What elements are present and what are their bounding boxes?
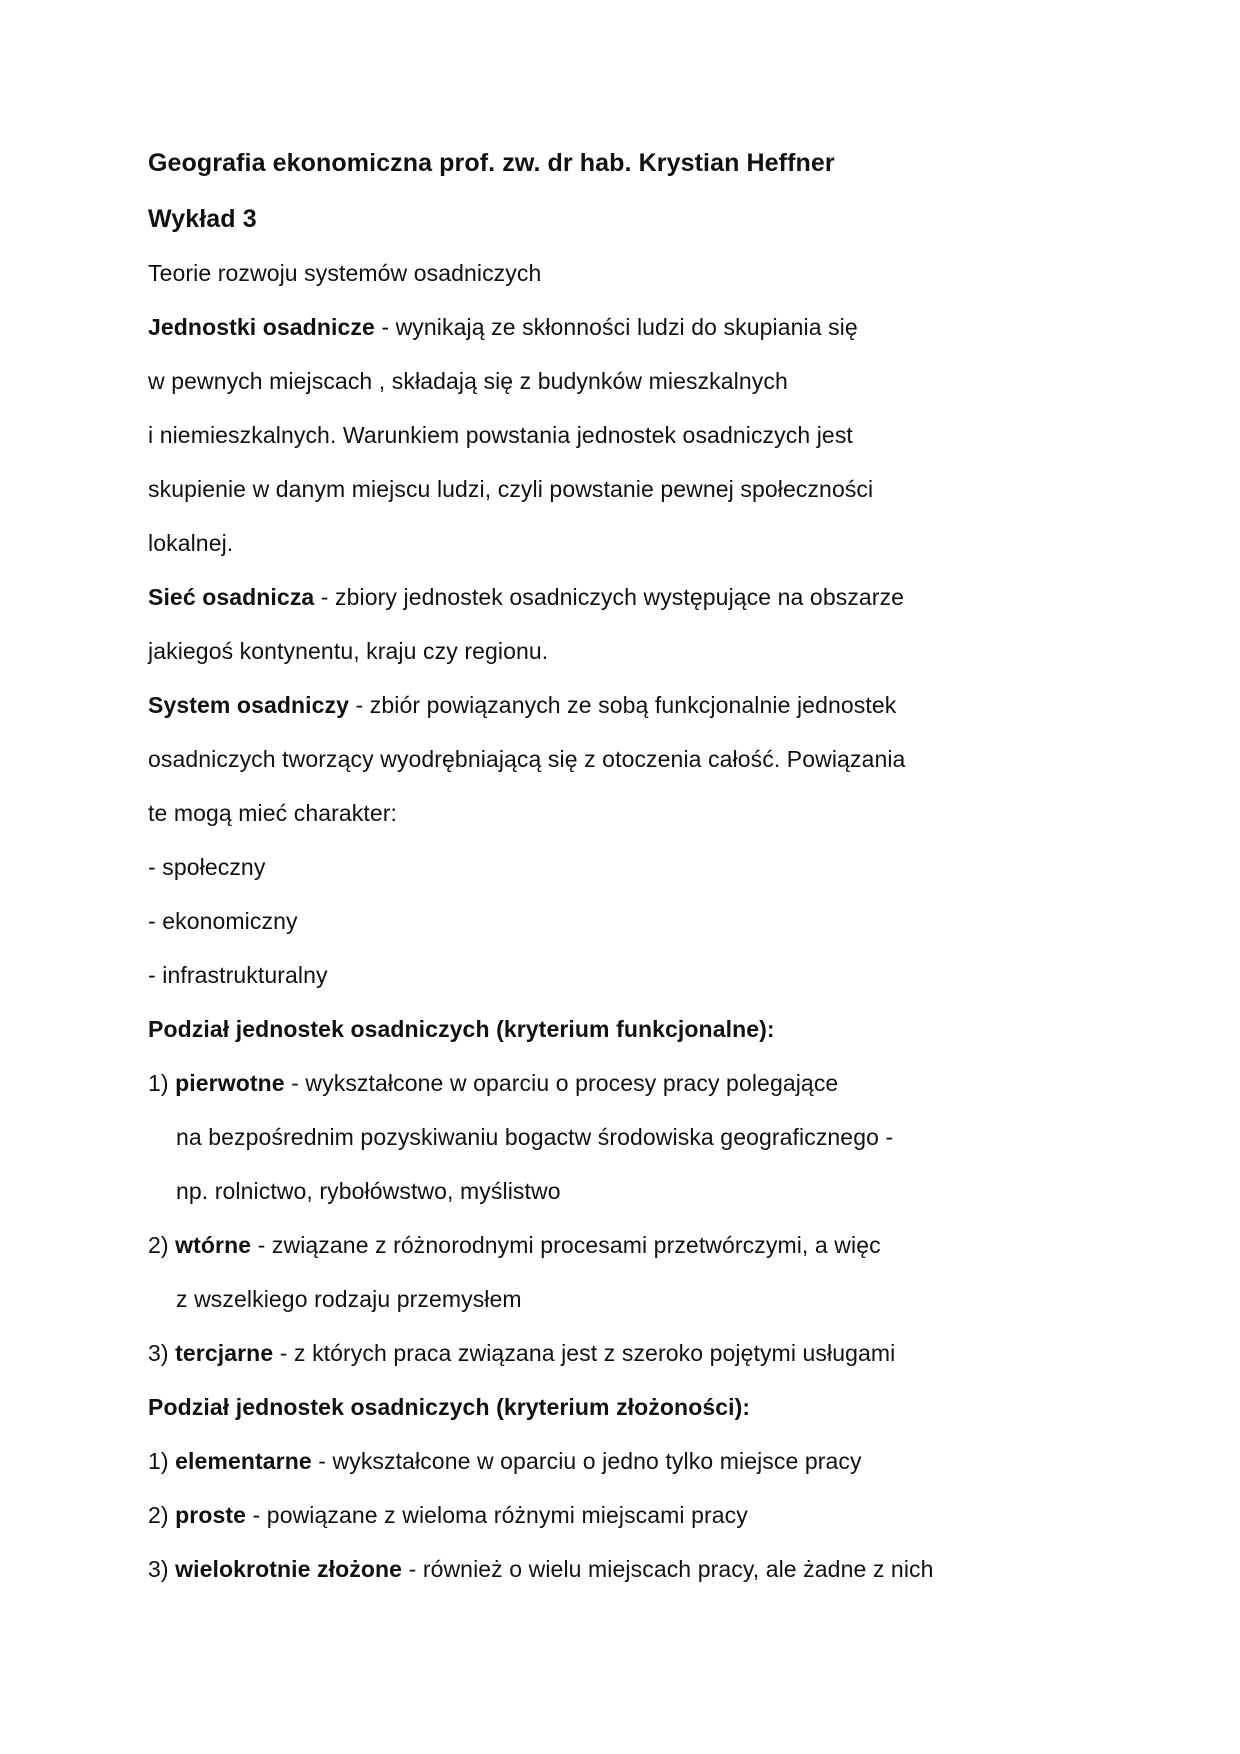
item-number: 2)	[148, 1502, 176, 1528]
complexity-item-wielokrotnie-zlozone	[148, 1554, 934, 1584]
item-number: 1)	[148, 1070, 176, 1096]
definition-siec-line-2: jakiegoś kontynentu, kraju czy regionu.	[148, 638, 549, 664]
term-wtorne: wtórne	[175, 1232, 252, 1258]
topic-line: Teorie rozwoju systemów osadniczych	[148, 260, 542, 286]
definition-text: - wynikają ze skłonności ludzi do skupiania się	[374, 314, 858, 340]
item-text: - wykształcone w oparciu o procesy pracy polegające	[284, 1070, 839, 1096]
definition-jednostki-line-3: i niemieszkalnych. Warunkiem powstania jednostek osadniczych jest	[148, 422, 853, 448]
definition-text: - zbiór powiązanych ze sobą funkcjonalnie jednostek	[349, 692, 897, 718]
definition-text: - zbiory jednostek osadniczych występujące na obszarze	[314, 584, 905, 610]
item-number: 3)	[148, 1340, 176, 1366]
section-heading: Podział jednostek osadniczych (kryterium złożoności):	[148, 1394, 751, 1420]
heading-podzial-zlozonosci	[148, 1392, 750, 1422]
heading-podzial-funkcjonalny	[148, 1014, 775, 1044]
term-jednostki-osadnicze: Jednostki osadnicze	[148, 314, 375, 340]
term-proste: proste	[175, 1502, 247, 1528]
functional-item-pierwotne-line-3: np. rolnictwo, rybołówstwo, myślistwo	[176, 1178, 561, 1204]
item-number: 3)	[148, 1556, 176, 1582]
functional-item-wtorne-line-1	[148, 1230, 881, 1260]
definition-jednostki-line-2: w pewnych miejscach , składają się z budynków mieszkalnych	[148, 368, 788, 394]
list-item-spoleczny: - społeczny	[148, 854, 266, 880]
item-number: 2)	[148, 1232, 176, 1258]
term-wielokrotnie-zlozone: wielokrotnie złożone	[175, 1556, 403, 1582]
item-text: - z których praca związana jest z szeroko pojętymi usługami	[273, 1340, 896, 1366]
definition-system-line-1	[148, 690, 896, 720]
item-text: - również o wielu miejscach pracy, ale żadne z nich	[402, 1556, 934, 1582]
term-tercjarne: tercjarne	[175, 1340, 274, 1366]
functional-item-pierwotne-line-2: na bezpośrednim pozyskiwaniu bogactw środowiska geograficznego -	[176, 1124, 894, 1150]
definition-jednostki-line-5: lokalnej.	[148, 530, 234, 556]
list-item-infrastrukturalny: - infrastrukturalny	[148, 962, 328, 988]
functional-item-wtorne-line-2: z wszelkiego rodzaju przemysłem	[176, 1286, 522, 1312]
list-item-ekonomiczny: - ekonomiczny	[148, 908, 298, 934]
functional-item-tercjarne-line-1	[148, 1338, 895, 1368]
term-pierwotne: pierwotne	[175, 1070, 285, 1096]
definition-jednostki-line-4: skupienie w danym miejscu ludzi, czyli powstanie pewnej społeczności	[148, 476, 874, 502]
definition-system-line-2: osadniczych tworzący wyodrębniającą się z otoczenia całość. Powiązania	[148, 746, 906, 772]
lecture-number: Wykład 3	[148, 205, 257, 233]
functional-item-pierwotne-line-1	[148, 1068, 838, 1098]
definition-siec-line-1	[148, 582, 904, 612]
complexity-item-proste	[148, 1500, 748, 1530]
definition-system-line-3: te mogą mieć charakter:	[148, 800, 398, 826]
item-text: - związane z różnorodnymi procesami przetwórczymi, a więc	[251, 1232, 881, 1258]
complexity-item-elementarne	[148, 1446, 862, 1476]
item-text: - wykształcone w oparciu o jedno tylko miejsce pracy	[311, 1448, 862, 1474]
item-number: 1)	[148, 1448, 176, 1474]
term-elementarne: elementarne	[175, 1448, 312, 1474]
document-title: Geografia ekonomiczna prof. zw. dr hab. Krystian Heffner	[148, 149, 835, 177]
section-heading: Podział jednostek osadniczych (kryterium funkcjonalne):	[148, 1016, 775, 1042]
term-siec-osadnicza: Sieć osadnicza	[148, 584, 315, 610]
term-system-osadniczy: System osadniczy	[148, 692, 350, 718]
item-text: - powiązane z wieloma różnymi miejscami pracy	[246, 1502, 748, 1528]
definition-jednostki-line-1	[148, 312, 858, 342]
